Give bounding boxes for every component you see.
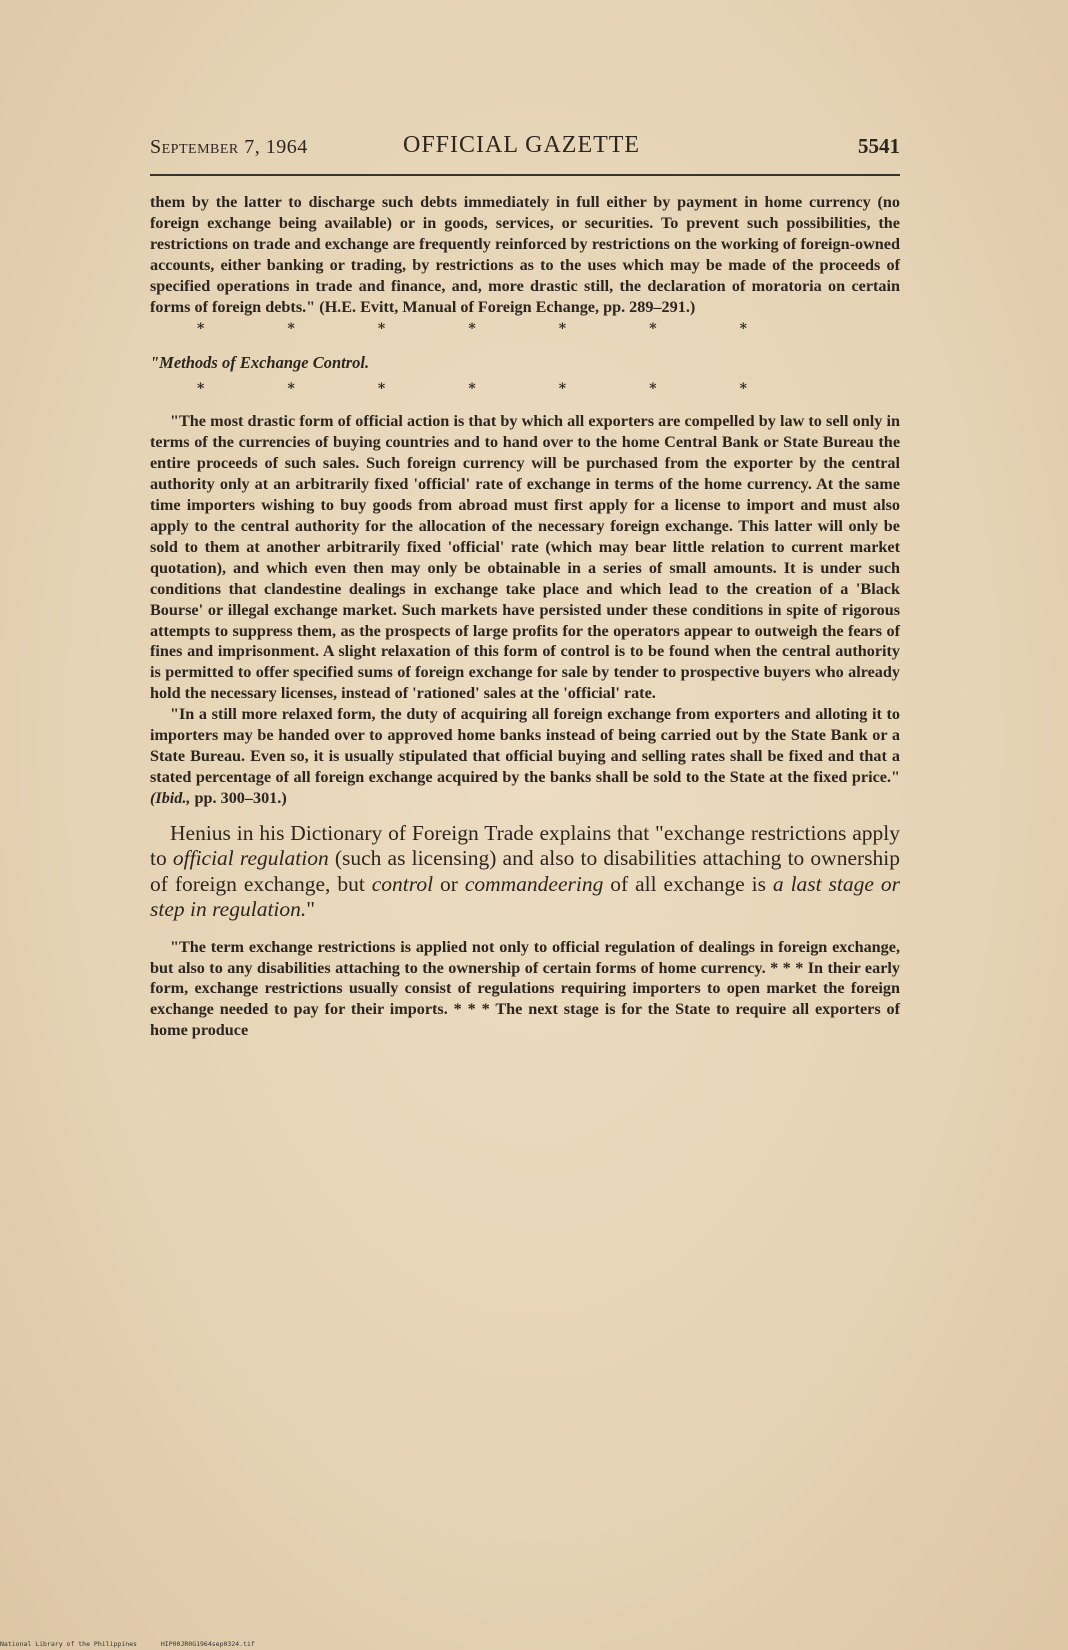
footer-library: National Library of the Philippines [0, 1640, 137, 1648]
henius-italic-4: a last stage or step in regulation. [150, 871, 900, 922]
page-citation: pp. 300–301.) [194, 788, 287, 807]
header-rule [150, 174, 900, 176]
paragraph-relaxed-text: "In a still more relaxed form, the duty of acquiring all foreign exchange from exporters and alloting it to importers may be handed over to approved home banks instead of being carried out by the State Bank or a State Bureau. Even so, it is usually stipulated that official buying and selling rates shall be fixed and that a stated percentage of all foreign exchange acquired by the banks shall be sold to the State at the fixed price." [150, 705, 900, 786]
section-subheading: "Methods of Exchange Control. [150, 353, 370, 373]
henius-text-1: Henius in his Dictionary of Foreign Trade explains that "exchange restrictions apply to [150, 820, 900, 871]
footer-file: HIP00JR0G1964sep0324.tif [160, 1640, 255, 1648]
henius-text-3: or [433, 871, 465, 896]
ellipsis-stars-2: * * * * * * * [197, 381, 747, 398]
paragraph-henius [150, 821, 900, 923]
henius-italic-1: official regulation [172, 846, 329, 871]
page-header [150, 132, 900, 166]
header-page-number: 5541 [858, 134, 900, 158]
header-title: OFFICIAL GAZETTE [403, 132, 641, 158]
henius-italic-3: commandeering [464, 871, 604, 896]
header-date: September 7, 1964 [150, 136, 308, 158]
paragraph-term-restrictions: "The term exchange restrictions is applied not only to official regulation of dealings in foreign exchange, but also to any disabilities attaching to the ownership of certain forms of home currency. * * * In their early form, exchange restrictions usually consist of regulations requiring importers to open market the foreign exchange needed to pay for their imports. * * * The next stage is for the State to require all exporters of home produce [150, 937, 900, 1040]
paragraph-methods: "The most drastic form of official action is that by which all exporters are compelled by law to sell only in terms of the currencies of buying countries and to hand over to the home Central Bank or State Bureau the entire proceeds of such sales. Such foreign currency will be purchased from the exporter by the central authority only at an arbitrarily fixed 'official' rate of exchange in terms of the home currency. At the same time importers wishing to buy goods from abroad must first apply for a license to import and must also apply to the central authority for the allocation of the necessary foreign exchange. This latter will only be sold to them at another arbitrarily fixed 'official' rate (which may bear little relation to current market quotation), and which even then may only be obtainable in a series of small amounts. It is under such conditions that clandestine dealings in exchange take place and which lead to the creation of a 'Black Bourse' or illegal exchange market. Such markets have persisted under these conditions in spite of rigorous attempts to suppress them, as the prospects of large profits for the operators appear to outweigh the fears of fines and imprisonment. A slight relaxation of this form of control is to be found when the central authority is permitted to offer specified sums of foreign exchange for sale by tender to prospective buyers who already hold the necessary licenses, instead of 'rationed' sales at the 'official' rate. [150, 412, 900, 703]
ellipsis-stars: * * * * * * * [197, 321, 747, 338]
ibid-citation: (Ibid., [150, 788, 191, 807]
henius-text-5: " [306, 897, 316, 922]
henius-text-2: (such as licensing) and also to disabilities attaching to ownership of foreign exchange, but [150, 846, 900, 896]
paragraph-relaxed-form [150, 704, 900, 809]
scan-footer [0, 1640, 275, 1648]
henius-italic-2: control [371, 871, 434, 896]
gazette-page [150, 132, 900, 1041]
henius-text-4: of all exchange is [603, 871, 773, 896]
paragraph-continuation: them by the latter to discharge such debts immediately in full either by payment in home currency (no foreign exchange being available) or in goods, services, or securities. To prevent such possibilities, the restrictions on trade and exchange are frequently reinforced by restrictions on the working of foreign-owned accounts, either banking or trading, by restrictions as to the uses which may be made of the proceeds of specified operations in trade and finance, and, more drastic still, the declaration of moratoria on certain forms of foreign debts." (H.E. Evitt, Manual of Foreign Echange, pp. 289–291.) [150, 193, 900, 316]
